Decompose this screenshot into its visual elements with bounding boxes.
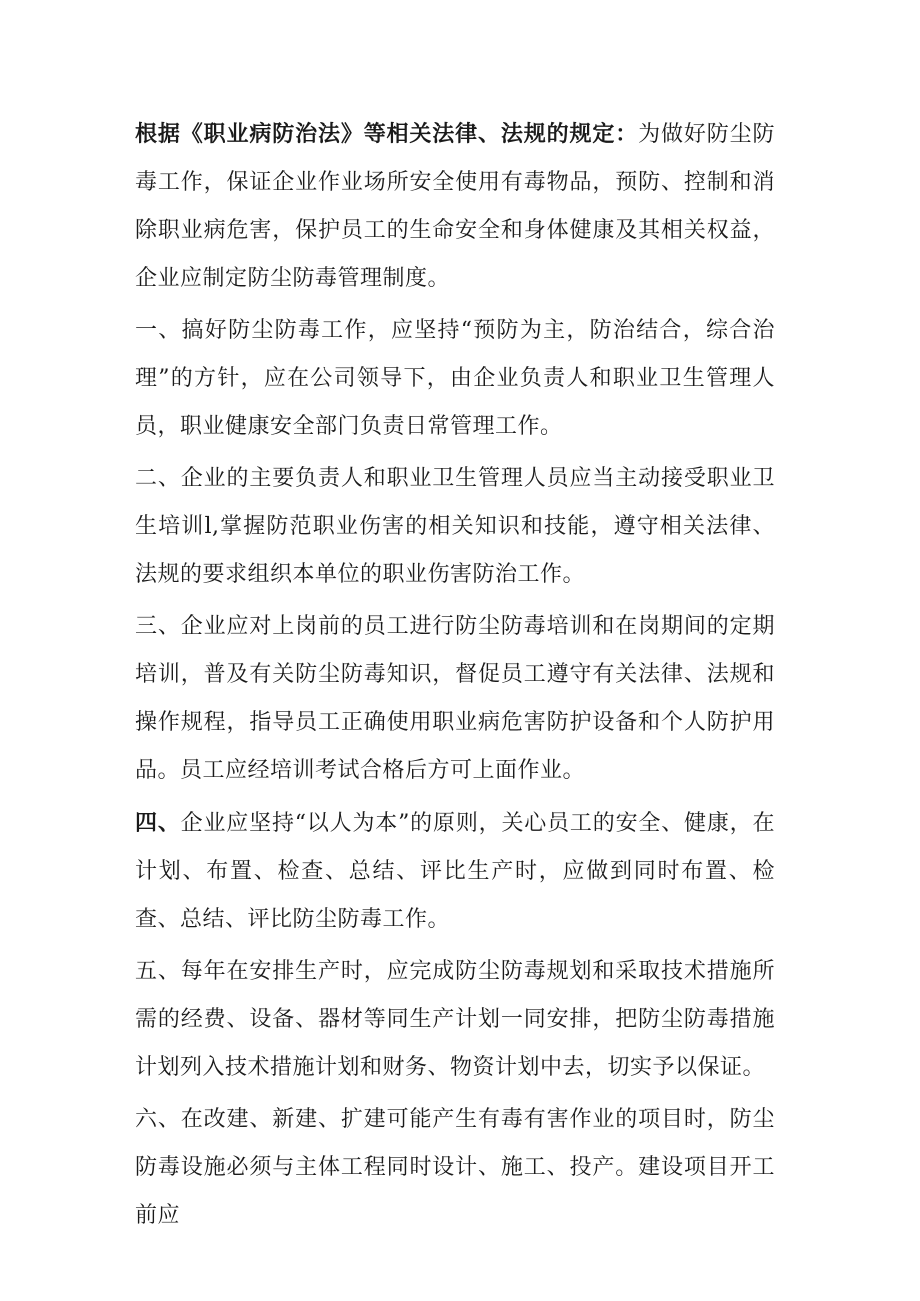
item-text: 企业应对上岗前的员工进行防尘防毒培训和在岗期间的定期培训，普及有关防尘防毒知识，督促员工遵守有关法律、法规和操作规程，指导员工正确使用职业病危害防护设备和个人防护用品。员工应经培训考试合格后方可上面作业。: [135, 614, 775, 783]
item-text: 企业应坚持“以人为本”的原则，关心员工的安全、健康，在计划、布置、检查、总结、评比生产时，应做到同时布置、检查、总结、评比防尘防毒工作。: [135, 811, 775, 932]
item-number: 一、: [135, 318, 182, 343]
item-paragraph-5: [135, 948, 775, 1092]
intro-bold-lead: 根据《职业病防治法》等相关法律、法规的规定：: [135, 121, 639, 147]
item-number: 二、: [135, 466, 181, 491]
item-text: 在改建、新建、扩建可能产生有毒有害作业的项目时，防尘防毒设施必须与主体工程同时设计、施工、投产。建设项目开工前应: [135, 1107, 775, 1228]
item-paragraph-4: [135, 799, 775, 944]
document-body: [135, 110, 775, 1240]
item-paragraph-3: [135, 603, 775, 795]
item-text: 每年在安排生产时，应完成防尘防毒规划和采取技术措施所需的经费、设备、器材等同生产计划一同安排，把防尘防毒措施计划列入技术措施计划和财务、物资计划中去，切实予以保证。: [135, 959, 775, 1080]
intro-paragraph: [135, 110, 775, 303]
item-paragraph-2: [135, 455, 775, 599]
item-paragraph-1: [135, 307, 775, 451]
item-text: 企业的主要负责人和职业卫生管理人员应当主动接受职业卫生培训l,掌握防范职业伤害的相关知识和技能，遵守相关法律、法规的要求组织本单位的职业伤害防治工作。: [135, 466, 775, 587]
item-text: 搞好防尘防毒工作，应坚持“预防为主，防治结合，综合治理”的方针，应在公司领导下，由企业负责人和职业卫生管理人员，职业健康安全部门负责日常管理工作。: [135, 318, 775, 439]
item-number: 五、: [135, 959, 181, 984]
item-number: 六、: [135, 1107, 181, 1132]
intro-text: 为做好防尘防毒工作，保证企业作业场所安全使用有毒物品，预防、控制和消除职业病危害，保护员工的生命安全和身体健康及其相关权益，企业应制定防尘防毒管理制度。: [135, 122, 775, 291]
item-paragraph-6: [135, 1096, 775, 1240]
item-number: 三、: [135, 614, 181, 639]
item-number: 四、: [135, 810, 181, 836]
